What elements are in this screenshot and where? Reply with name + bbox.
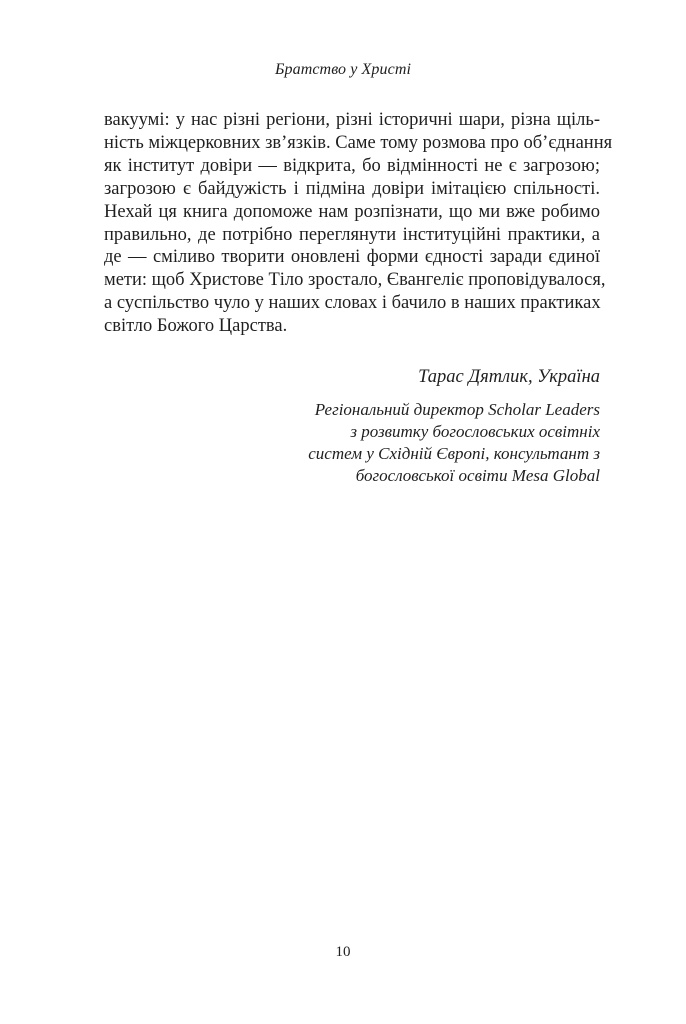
body-line: ність міжцерковних зв’язків. Саме тому розмова про об’єднання: [104, 132, 613, 153]
body-line: загрозою є байдужість і підміна довіри імітацією спільності.: [104, 178, 600, 199]
body-line: правильно, де потрібно переглянути інституційні практики, а: [104, 224, 600, 245]
body-line: світло Божого Царства.: [104, 316, 288, 337]
page-number: 10: [335, 944, 351, 960]
affiliation-line: систем у Східній Європі, консультант з: [308, 444, 600, 463]
body-line: як інститут довіри — відкрита, бо відмінності не є загрозою;: [104, 155, 600, 176]
affiliation-line: Регіональний директор Scholar Leaders: [314, 400, 600, 419]
body-line: а суспільство чуло у наших словах і бачило в наших практиках: [104, 293, 601, 314]
body-paragraph: [104, 109, 613, 338]
affiliation-line: з розвитку богословських освітніх: [350, 422, 600, 441]
running-header-title: Братство у Христі: [274, 61, 412, 78]
body-line: мети: щоб Христове Тіло зростало, Євангеліє проповідувалося,: [104, 270, 606, 291]
body-line: де — сміливо творити оновлені форми єдності заради єдиної: [104, 247, 600, 268]
author-affiliation: [308, 399, 600, 487]
author-signature: Тарас Дятлик, Україна: [418, 367, 600, 387]
body-line: вакуумі: у нас різні регіони, різні історичні шари, різна щіль-: [104, 110, 600, 130]
body-line: Нехай ця книга допоможе нам розпізнати, що ми вже робимо: [104, 201, 600, 222]
affiliation-line: богословської освіти Mesa Global: [355, 466, 600, 485]
